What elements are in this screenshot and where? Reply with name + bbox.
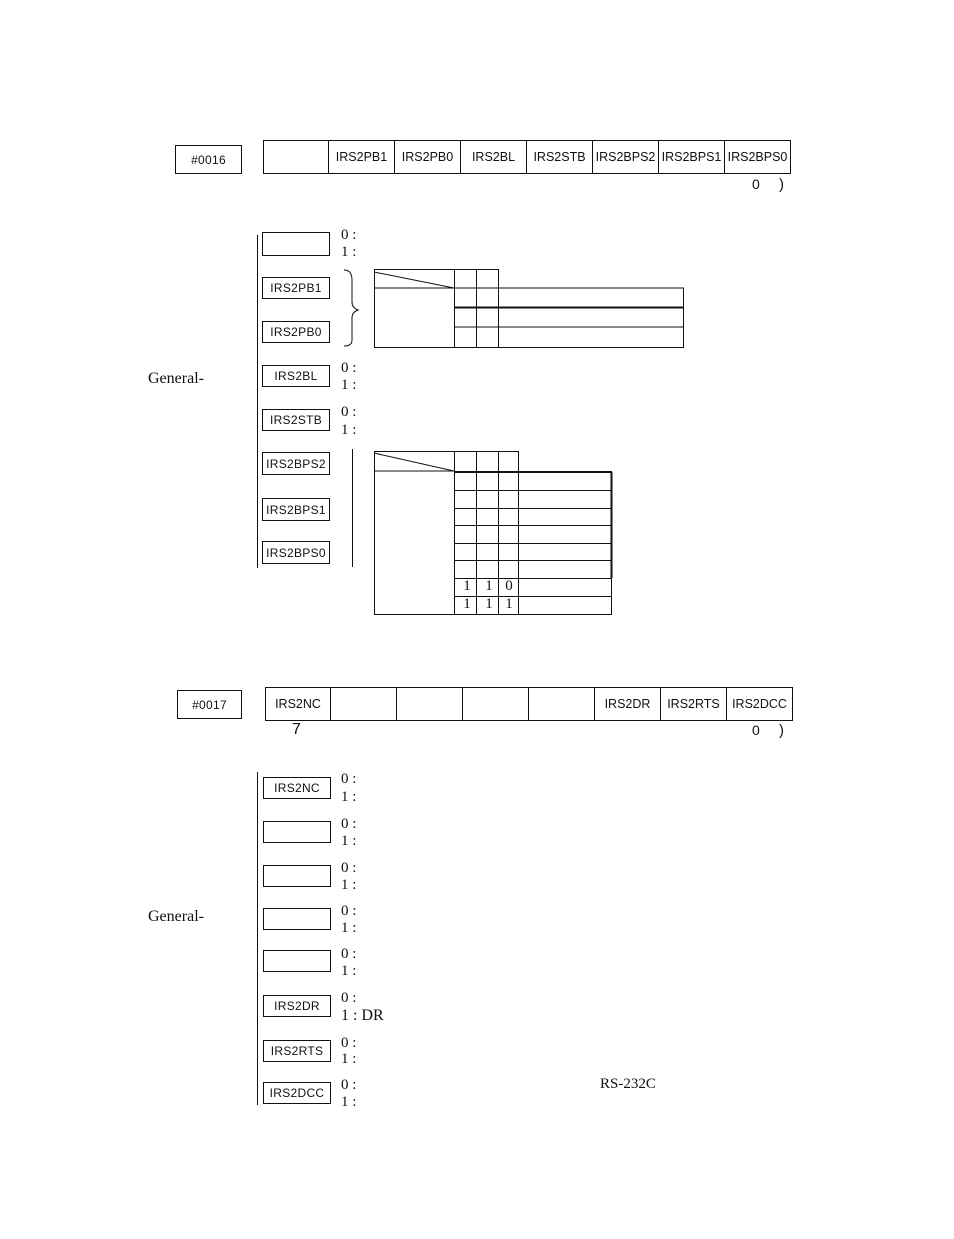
reg16-bit0: IRS2BPS0	[725, 141, 791, 173]
reg16-bit1: IRS2BPS1	[659, 141, 725, 173]
reg17-paren: )	[779, 722, 784, 739]
bit17-7-v0: 0 :	[341, 771, 357, 787]
bit16-7-v0: 0 :	[341, 227, 357, 243]
param-number-0017: #0017	[177, 690, 242, 719]
bit17-5-v1: 1 :	[341, 877, 357, 893]
bit17-1-v0: 0 :	[341, 1035, 357, 1051]
bit17-3-v0: 0 :	[341, 946, 357, 962]
bit16-4-v0: 0 :	[341, 360, 357, 376]
register-0017-bits	[265, 687, 793, 721]
reg17-bit6	[331, 688, 397, 720]
reg17-bit-left: 7	[292, 721, 301, 738]
bit16-5-label: IRS2PB0	[262, 321, 330, 343]
reg16-bit7	[263, 141, 329, 173]
bit17-4-v1: 1 :	[341, 920, 357, 936]
bit16-1-label: IRS2BPS1	[262, 498, 330, 521]
bit16-2-label: IRS2BPS2	[262, 452, 330, 475]
bit16-3-v1: 1 :	[341, 422, 357, 438]
baud-row6-bit1: 1	[485, 578, 493, 594]
bit16-0-label: IRS2BPS0	[262, 541, 330, 564]
baud-row7-bit0: 1	[505, 596, 513, 612]
bit17-6-v1: 1 :	[341, 833, 357, 849]
bit17-7-v1: 1 :	[341, 789, 357, 805]
bit17-7-label: IRS2NC	[263, 777, 331, 799]
bit17-4-label	[263, 908, 331, 930]
bps-brace	[352, 449, 353, 567]
baud-row6-bit0: 0	[505, 578, 513, 594]
general-label-1: General-	[148, 370, 204, 387]
reg16-bit-right: 0	[752, 176, 760, 192]
general-label-2: General-	[148, 908, 204, 925]
reg16-bit2: IRS2BPS2	[593, 141, 659, 173]
bit17-5-v0: 0 :	[341, 860, 357, 876]
reg16-bit3: IRS2STB	[527, 141, 593, 173]
reg17-overline	[356, 687, 378, 688]
bit16-7-label	[262, 232, 330, 256]
bit17-6-label	[263, 821, 331, 843]
reg17-bit1: IRS2RTS	[661, 688, 727, 720]
bit17-2-v0: 0 :	[341, 990, 357, 1006]
bit17-1-v1: 1 :	[341, 1051, 357, 1067]
reg16-paren: )	[779, 176, 784, 193]
reg16-bit6: IRS2PB1	[329, 141, 395, 173]
bit16-4-label: IRS2BL	[262, 365, 330, 387]
reg16-bit4: IRS2BL	[461, 141, 527, 173]
bit17-0-v1: 1 :	[341, 1094, 357, 1110]
bit17-0-label: IRS2DCC	[263, 1082, 331, 1104]
reg17-bit2: IRS2DR	[595, 688, 661, 720]
bracket-17	[257, 772, 258, 1105]
bit17-3-label	[263, 950, 331, 972]
bit16-7-v1: 1 :	[341, 244, 357, 260]
bracket-16	[257, 235, 258, 568]
bit17-5-label	[263, 865, 331, 887]
param-number-0016: #0016	[175, 145, 242, 174]
register-0016-bits	[263, 140, 791, 174]
bit17-6-v0: 0 :	[341, 816, 357, 832]
reg17-bit3	[529, 688, 595, 720]
bit17-1-label: IRS2RTS	[263, 1040, 331, 1062]
brace-parity	[342, 268, 362, 348]
reg16-bit5: IRS2PB0	[395, 141, 461, 173]
bit16-6-label: IRS2PB1	[262, 277, 330, 299]
baud-row7-bit1: 1	[485, 596, 493, 612]
bit16-3-v0: 0 :	[341, 404, 357, 420]
baud-row7-bit2: 1	[463, 596, 471, 612]
bit17-0-v0: 0 :	[341, 1077, 357, 1093]
parity-table-lines	[374, 269, 686, 349]
bit17-2-label: IRS2DR	[263, 995, 331, 1017]
bit17-4-v0: 0 :	[341, 903, 357, 919]
baud-row6-bit2: 1	[463, 578, 471, 594]
bit17-3-v1: 1 :	[341, 963, 357, 979]
reg17-bit0: IRS2DCC	[727, 688, 793, 720]
bit16-4-v1: 1 :	[341, 377, 357, 393]
rs232c-text: RS-232C	[600, 1076, 656, 1092]
reg17-bit7: IRS2NC	[265, 688, 331, 720]
reg17-bit-right: 0	[752, 722, 760, 738]
reg17-bit5	[397, 688, 463, 720]
bit17-2-v1: 1 : DR	[341, 1007, 384, 1024]
bit16-3-label: IRS2STB	[262, 409, 330, 431]
reg17-bit4	[463, 688, 529, 720]
